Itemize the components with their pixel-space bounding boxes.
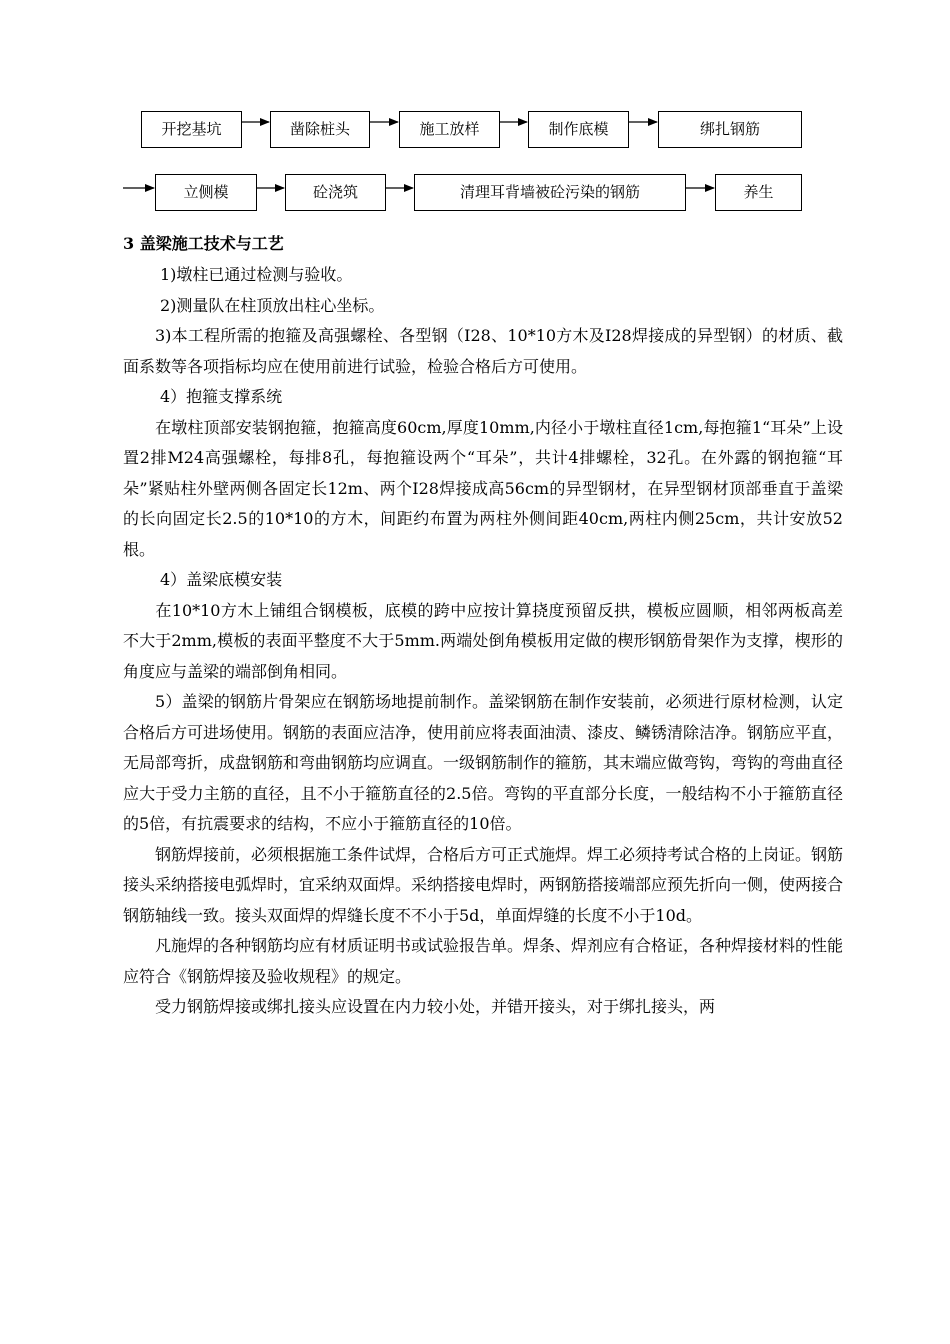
flow-step-layout: 施工放样: [399, 111, 500, 148]
paragraph-materials-testing: 3)本工程所需的抱箍及高强螺栓、各型钢（I28、10*10方木及I28焊接成的异型钢）的材质、截面系数等各项指标均应在使用前进行试验，检验合格后方可使用。: [123, 326, 843, 376]
subheading-bottom-form-install: 4）盖梁底模安装: [160, 570, 283, 589]
flow-step-concrete-pour: 砼浇筑: [285, 174, 386, 211]
flow-step-side-form: 立侧模: [155, 174, 257, 211]
paragraph-weld-certification: 凡施焊的各种钢筋均应有材质证明书或试验报告单。焊条、焊剂应有合格证，各种焊接材料的性能应符合《钢筋焊接及验收规程》的规定。: [123, 936, 844, 986]
flow-step-curing: 养生: [715, 174, 802, 211]
paragraph-rebar-skeleton: 5）盖梁的钢筋片骨架应在钢筋场地提前制作。盖梁钢筋在制作安装前，必须进行原材检测，认定合格后方可进场使用。钢筋的表面应洁净，使用前应将表面油渍、漆皮、鳞锈清除洁净。钢筋应平直，无局部弯折，成盘钢筋和弯曲钢筋均应调直。一级钢筋制作的箍筋，其末端应做弯钩，弯钩的弯曲直径应大于受力主筋的直径，且不小于箍筋直径的2.5倍。弯钩的平直部分长度，一般结构不小于箍筋直径的5倍，有抗震要求的结构，不应小于箍筋直径的10倍。: [123, 692, 844, 833]
construction-flowchart: [0, 0, 950, 230]
item-pier-inspected: 1)墩柱已通过检测与验收。: [160, 265, 353, 284]
flow-step-rebar-binding: 绑扎钢筋: [658, 111, 802, 148]
paragraph-bottom-form-install: 在10*10方木上铺组合钢模板，底模的跨中应按计算挠度预留反拱，模板应圆顺，相邻两板高差不大于2mm,模板的表面平整度不大于5mm.两端处倒角模板用定做的楔形钢筋骨架作为支撑，楔形的角度应与盖梁的端部倒角相同。: [123, 600, 843, 681]
item-survey-coordinates: 2)测量队在柱顶放出柱心坐标。: [160, 295, 385, 315]
flow-step-clean-rebar: 清理耳背墙被砼污染的钢筋: [414, 174, 686, 211]
flow-step-bottom-form: 制作底模: [528, 111, 629, 148]
paragraph-joint-placement: 受力钢筋焊接或绑扎接头应设置在内力较小处，并错开接头，对于绑扎接头，两: [155, 997, 716, 1016]
subheading-hoop-support: 4）抱箍支撑系统: [160, 387, 283, 406]
flow-step-excavate: 开挖基坑: [141, 111, 242, 148]
paragraph-hoop-support: 在墩柱顶部安装钢抱箍，抱箍高度60cm,厚度10mm,内径小于墩柱直径1cm,每抱箍1“耳朵”上设置2排M24高强螺栓，每排8孔，每抱箍设两个“耳朵”，共计4排螺栓，32孔。在外露的钢抱箍“耳朵”紧贴柱外壁两侧各固定长12m、两个I28焊接成高56cm的异型钢材，在异型钢材顶部垂直于盖梁的长向固定长2.5的10*10的方木，间距约布置为两柱外侧间距40cm,两柱内侧25cm，共计安放52根。: [123, 417, 843, 559]
flow-step-chisel-pile-head: 凿除桩头: [270, 111, 370, 148]
section-content: [123, 228, 843, 1023]
paragraph-rebar-welding: 钢筋焊接前，必须根据施工条件试焊，合格后方可正式施焊。焊工必须持考试合格的上岗证。钢筋接头采纳搭接电弧焊时，宜采纳双面焊。采纳搭接电焊时，两钢筋搭接端部应预先折向一侧，使两接合钢筋轴线一致。接头双面焊的焊缝长度不不小于5d，单面焊缝的长度不小于10d。: [123, 844, 844, 925]
section-heading: 3 盖梁施工技术与工艺: [123, 234, 284, 253]
